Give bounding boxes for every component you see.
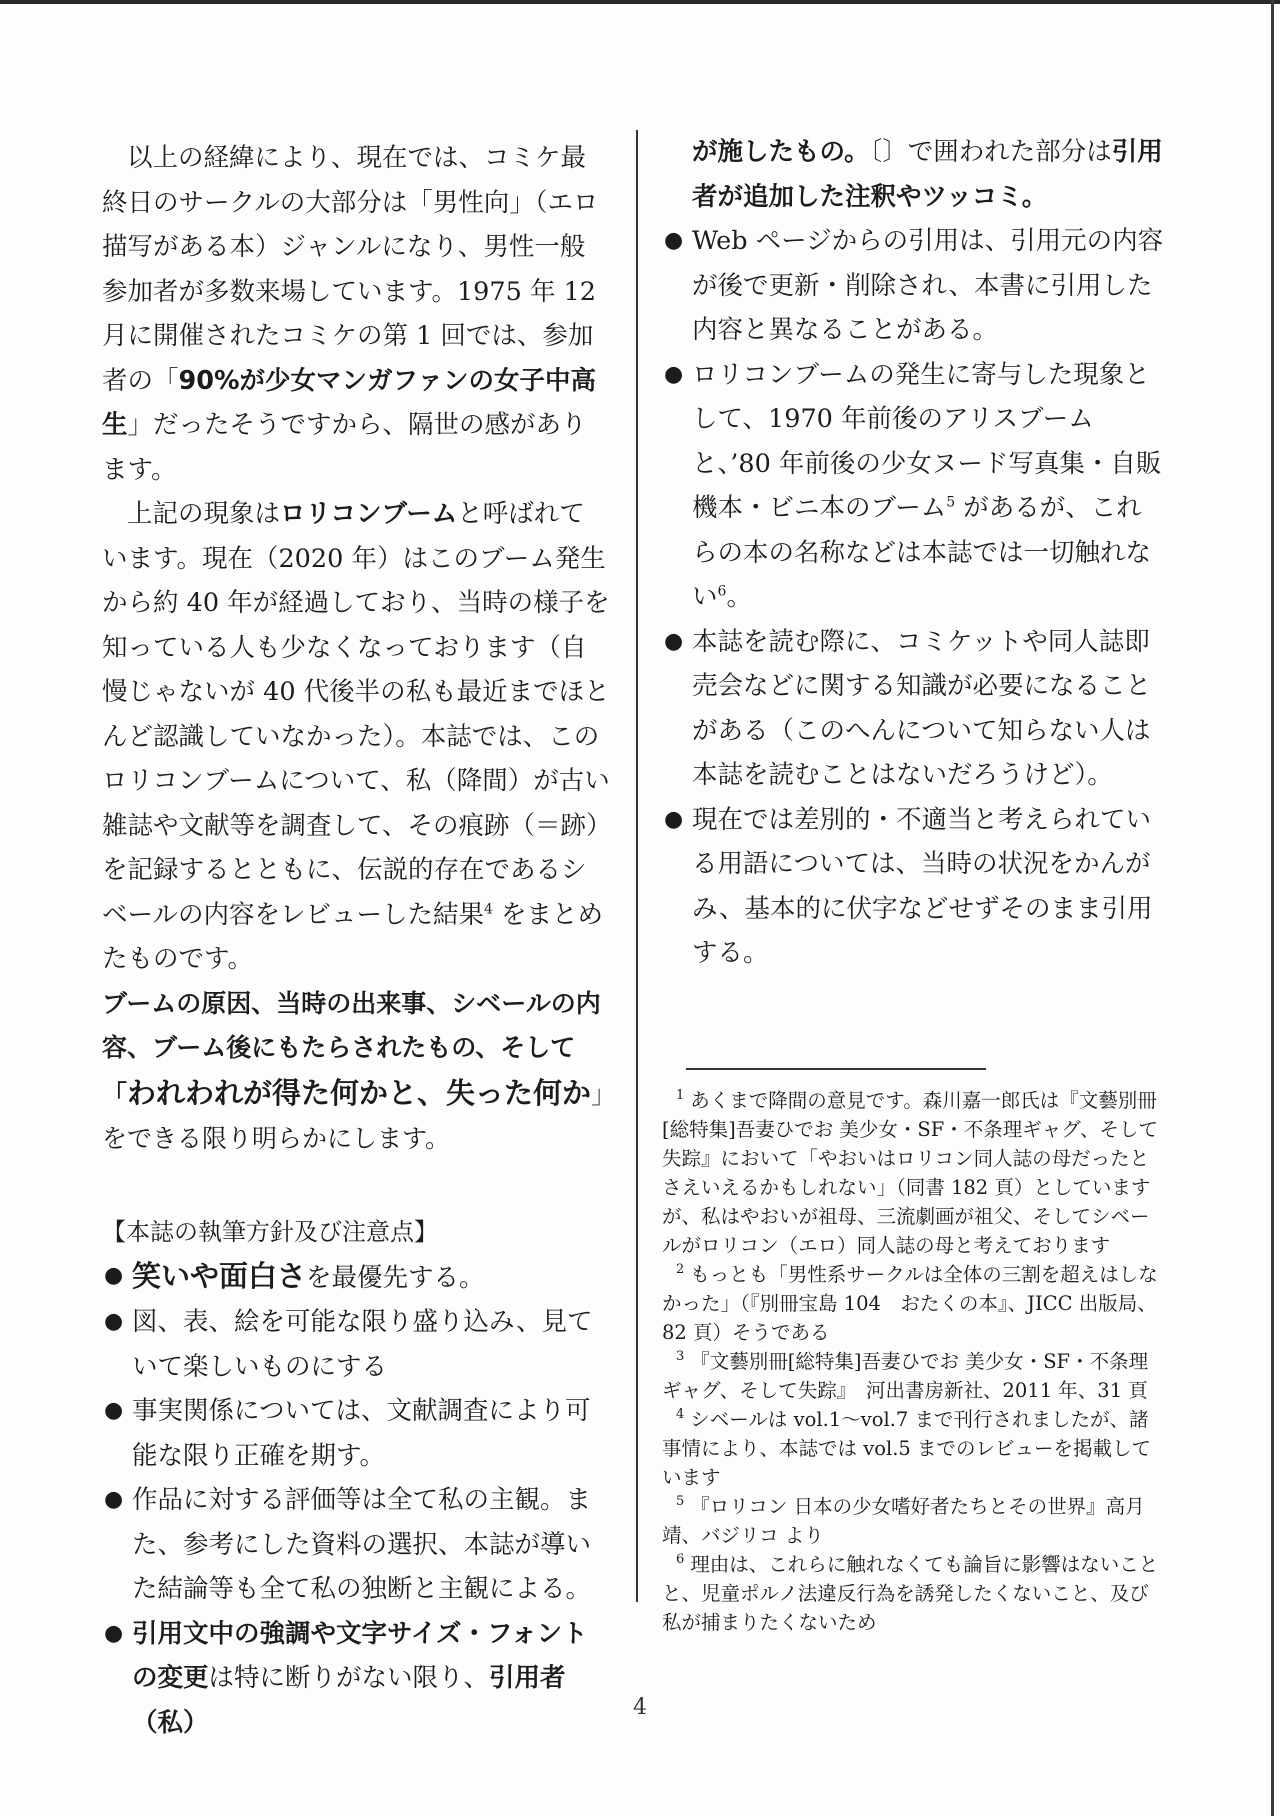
emphasis-lolicon-boom: ロリコンブーム bbox=[280, 499, 458, 529]
bullet-icon: ● bbox=[104, 1398, 124, 1423]
paragraph-goals: ブームの原因、当時の出来事、シベールの内容、ブーム後にもたらされたもの、そして「われわれが得た何かと、失った何か」をできる限り明らかにします。 bbox=[102, 988, 604, 1153]
emphasis-gained-lost: われわれが得た何かと、失った何か bbox=[127, 1075, 592, 1110]
policy-heading: 【本誌の執筆方針及び注意点】 bbox=[102, 1217, 438, 1246]
left-column bbox=[102, 136, 610, 1745]
page-edge-top bbox=[0, 0, 1280, 4]
page-number: 4 bbox=[633, 1695, 647, 1720]
footnote-ref-5[interactable]: 5 bbox=[946, 494, 956, 511]
bullet-icon: ● bbox=[664, 628, 684, 654]
page-edge-right bbox=[1271, 0, 1274, 1816]
bullet-icon: ● bbox=[104, 1309, 124, 1334]
policy-list-continued bbox=[662, 219, 1166, 976]
policy-item-continued: が施したもの。〔〕で囲われた部分は引用者が追加した注釈やツッコミ。 bbox=[692, 137, 1163, 212]
policy-item: ● 引用文中の強調や文字サイズ・フォントの変更は特に断りがない限り、引用者（私） bbox=[102, 1612, 610, 1746]
policy-item: ● Web ページからの引用は、引用元の内容が後で更新・削除され、本書に引用した内容と異なることがある。 bbox=[662, 219, 1166, 353]
footnote-ref-6[interactable]: 6 bbox=[717, 583, 727, 600]
column-divider bbox=[636, 130, 638, 1602]
right-column bbox=[662, 130, 1166, 1637]
footnote-4: $^4$ シベールは vol.1～vol.7 まで刊行されましたが、諸事情により、本誌では vol.5 までのレビューを掲載しています bbox=[662, 1407, 1151, 1489]
policy-item: ● 事実関係については、文献調査により可能な限り正確を期す。 bbox=[102, 1389, 610, 1478]
policy-item: ● 図、表、絵を可能な限り盛り込み、見ていて楽しいものにする bbox=[102, 1300, 610, 1389]
emphasis-90-percent: 90%が少女マンガファンの女子中高生 bbox=[102, 365, 597, 440]
footnote-rule bbox=[686, 1068, 986, 1070]
policy-item: ● 作品に対する評価等は全て私の主観。また、参考にした資料の選択、本誌が導いた結論等も全て私の独断と主観による。 bbox=[102, 1478, 610, 1612]
policy-item: ● 本誌を読む際に、コミケットや同人誌即売会などに関する知識が必要になることがある（このへんについて知らない人は本誌を読むことはないだろうけど）。 bbox=[662, 620, 1166, 798]
bullet-icon: ● bbox=[664, 361, 684, 387]
policy-item: ● 笑いや面白さを最優先する。 bbox=[102, 1254, 610, 1301]
footnote-1: $^1$ あくまで降間の意見です。森川嘉一郎氏は『文藝別冊[総特集]吾妻ひでお 美少女・SF・不条理ギャグ、そして失踪』において「やおいはロリコン同人誌の母だったとさえいえるかもしれない」（同書 182 頁）としていますが、私はやおいが祖母、三流劇画が祖父、そしてシベールがロリコン（エロ）同人誌の母と考えております bbox=[662, 1088, 1159, 1257]
bullet-icon: ● bbox=[104, 1487, 124, 1512]
footnote-5: $^5$ 『ロリコン 日本の少女嗜好者たちとその世界』高月靖、バジリコ より bbox=[662, 1494, 1145, 1547]
footnote-2: $^2$ もっとも「男性系サークルは全体の三割を超えはしなかった」（『別冊宝島 104 おたくの本』、JICC 出版局、82 頁）そうである bbox=[662, 1262, 1158, 1344]
footnotes bbox=[662, 1086, 1166, 1637]
policy-item: ● ロリコンブームの発生に寄与した現象として、1970 年前後のアリスブームと、’80 年前後の少女ヌード写真集・自販機本・ビニ本のブーム$^5$ があるが、これらの本の名称などは本誌では一切触れない$^6$。 bbox=[662, 353, 1166, 620]
footnote-3: $^3$ 『文藝別冊[総特集]吾妻ひでお 美少女・SF・不条理ギャグ、そして失踪』 河出書房新社、2011 年、31 頁 bbox=[662, 1349, 1149, 1402]
policy-item: ● 現在では差別的・不適当と考えられている用語については、当時の状況をかんがみ、基本的に伏字などせずそのまま引用する。 bbox=[662, 798, 1166, 976]
paragraph-lolicon-boom: 上記の現象はロリコンブームと呼ばれています。現在（2020 年）はこのブーム発生から約 40 年が経過しており、当時の様子を知っている人も少なくなっております（自慢じゃないが 40 代後半の私も最近までほとんど認識していなかった）。本誌では、このロリコンブームについて、私（降間）が古い雑誌や文献等を調査して、その痕跡（＝跡）を記録するとともに、伝説的存在であるシベールの内容をレビューした結果$^4$ をまとめたものです。 bbox=[102, 499, 610, 974]
bullet-icon: ● bbox=[664, 228, 684, 253]
footnote-ref-4[interactable]: 4 bbox=[484, 901, 493, 917]
bullet-icon: ● bbox=[104, 1262, 124, 1288]
bullet-icon: ● bbox=[104, 1620, 124, 1646]
bullet-icon: ● bbox=[664, 806, 684, 832]
policy-list bbox=[102, 1254, 610, 1746]
footnote-6: $^6$ 理由は、これらに触れなくても論旨に影響はないことと、児童ポルノ法違反行為を誘発したくないこと、及び私が捕まりたくないため bbox=[662, 1552, 1159, 1634]
paragraph-history: 以上の経緯により、現在では、コミケ最終日のサークルの大部分は「男性向」（エロ描写がある本）ジャンルになり、男性一般参加者が多数来場しています。1975 年 12 月に開催されたコミケの第 1 回では、参加者の「90%が少女マンガファンの女子中高生」だったそうですから、隔世の感があります。 bbox=[102, 143, 599, 485]
